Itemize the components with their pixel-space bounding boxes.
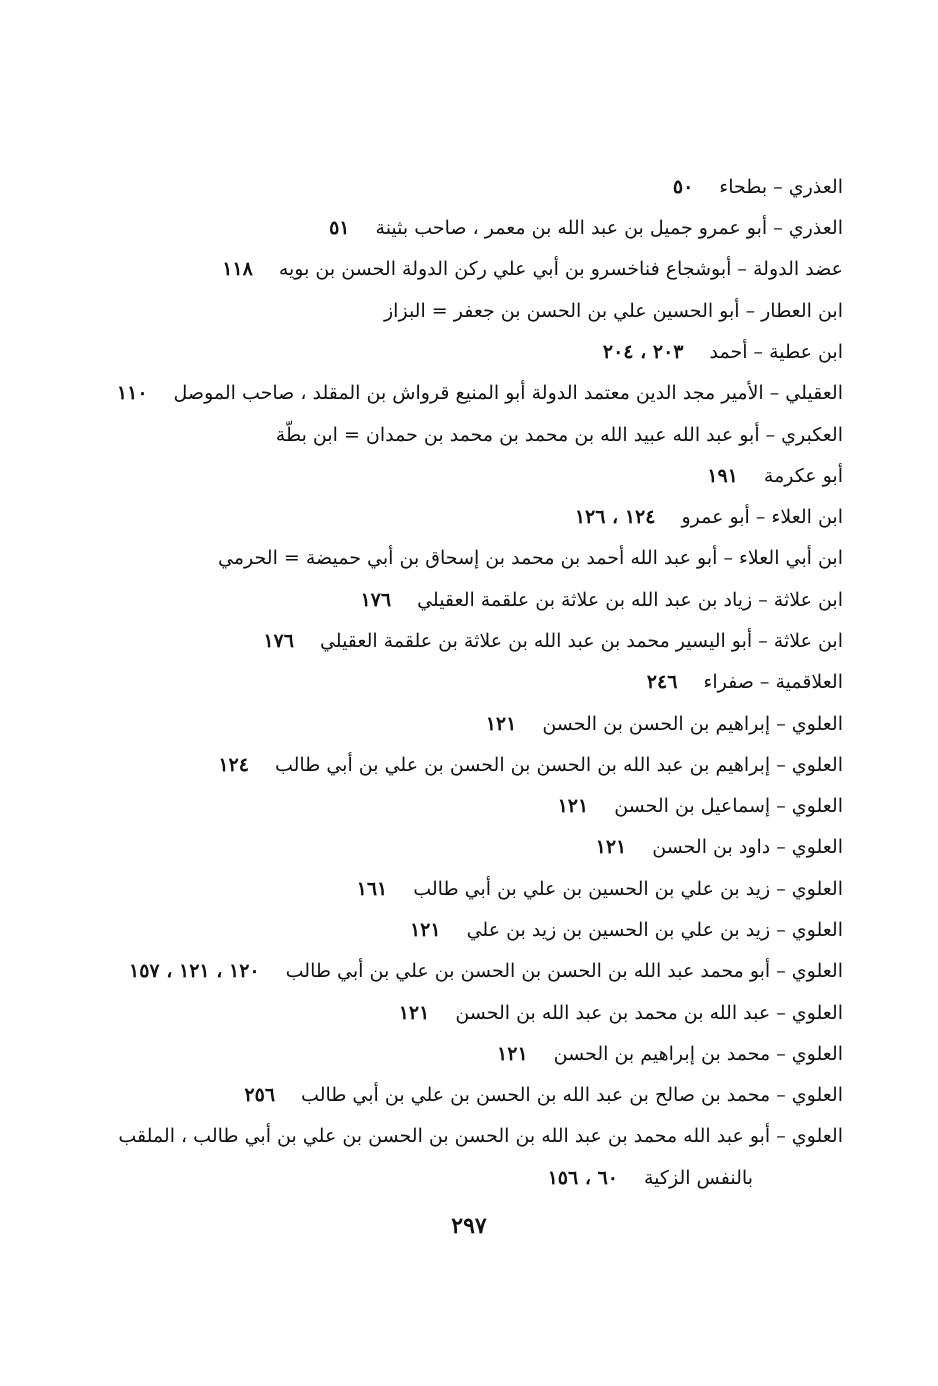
index-entry (558, 794, 843, 818)
index-entry (575, 505, 843, 529)
index-entry (497, 1042, 843, 1066)
entry-pages: ١٦١ (356, 878, 388, 900)
entry-pages: ١٩١ (707, 465, 738, 487)
entry-name: العلوي – إسماعيل بن الحسن (614, 795, 843, 817)
entry-name: العكبري – أبو عبد الله عبيد الله بن محمد بن محمد بن حمدان = ابن بطّة (275, 424, 843, 446)
entry-name: العلوي – أبو محمد عبد الله بن الحسن بن الحسن بن علي بن أبي طالب (285, 960, 843, 982)
entry-name: العلوي – إبراهيم بن الحسن بن الحسن (542, 713, 843, 735)
index-entry (707, 464, 843, 488)
entry-pages: ٥٠ (672, 176, 694, 198)
index-entry (603, 340, 843, 364)
entry-name: ابن العلاء – أبو عمرو (681, 506, 843, 528)
entry-name: ابن علاثة – زياد بن عبد الله بن علاثة بن علقمة العقيلي (417, 589, 843, 611)
entry-pages: ١٢١ (595, 836, 627, 858)
index-entry (410, 918, 843, 942)
entry-pages: ٥١ (329, 217, 350, 239)
index-entry (222, 257, 843, 281)
index-entry (360, 588, 843, 612)
index-entry (218, 753, 843, 777)
entry-name: بالنفس الزكية (644, 1167, 753, 1189)
index-entry (244, 1083, 843, 1107)
entry-pages: ١٢٤ (218, 754, 249, 776)
entry-name: العلوي – محمد بن صالح بن عبد الله بن الحسن بن علي بن أبي طالب (301, 1084, 843, 1106)
entry-name: العلوي – زيد بن علي بن الحسين بن علي بن أبي طالب (413, 878, 843, 900)
entry-pages: ١٢١ (557, 795, 589, 817)
index-entry (486, 712, 843, 736)
entry-pages: ١١٨ (222, 258, 253, 280)
index-entry (117, 381, 843, 405)
index-entry (129, 959, 843, 983)
entry-name: العلوي – داود بن الحسن (652, 836, 843, 858)
entry-pages: ٢٥٦ (244, 1084, 276, 1106)
index-entry (218, 546, 843, 570)
entry-pages: ١٧٦ (263, 630, 294, 652)
entry-pages: ١٢١ (485, 713, 517, 735)
index-entry (118, 1124, 843, 1148)
entry-pages: ٢٠٣ ، ٢٠٤ (602, 341, 684, 363)
entry-pages: ١٢١ (398, 1002, 430, 1024)
entry-name: العلوي – عبد الله بن محمد بن عبد الله بن الحسن (455, 1002, 843, 1024)
index-entry-continuation (548, 1166, 753, 1190)
entry-name: ابن علاثة – أبو اليسير محمد بن عبد الله بن علاثة بن علقمة العقيلي (319, 630, 843, 652)
index-entry (647, 670, 843, 694)
page-number: ٢٩٧ (451, 1213, 487, 1239)
entry-name: العلوي – إبراهيم بن عبد الله بن الحسن بن الحسن بن علي بن أبي طالب (274, 754, 843, 776)
entry-name: عضد الدولة – أبوشجاع فناخسرو بن أبي علي ركن الدولة الحسن بن بويه (278, 258, 843, 280)
entry-name: العلاقمية – صفراء (703, 671, 843, 693)
index-entry (384, 299, 843, 323)
entry-pages: ١٢١ (409, 919, 441, 941)
entry-name: ابن العطار – أبو الحسين علي بن الحسن بن جعفر = البزاز (384, 300, 843, 322)
index-entry (329, 216, 843, 240)
index-entry (276, 423, 843, 447)
entry-name: العلوي – زيد بن علي بن الحسين بن زيد بن علي (466, 919, 843, 941)
entry-pages: ١١٠ (116, 382, 148, 404)
entry-pages: ١٢١ (497, 1043, 528, 1065)
entry-pages: ٢٤٦ (646, 671, 678, 693)
entry-name: أبو عكرمة (763, 465, 843, 487)
entry-pages: ١٢٠ ، ١٢١ ، ١٥٧ (129, 960, 260, 982)
entry-name: العذري – أبو عمرو جميل بن عبد الله بن معمر ، صاحب بثينة (375, 217, 843, 239)
index-entry (263, 629, 843, 653)
entry-name: العذري – بطحاء (719, 176, 843, 198)
entry-name: العقيلي – الأمير مجد الدين معتمد الدولة أبو المنيع قرواش بن المقلد ، صاحب الموصل (173, 382, 843, 404)
index-entry (399, 1001, 843, 1025)
entry-name: ابن عطية – أحمد (709, 341, 843, 363)
index-entry (596, 835, 843, 859)
entry-pages: ١٧٦ (360, 589, 392, 611)
index-entry (673, 175, 843, 199)
entry-name: ابن أبي العلاء – أبو عبد الله أحمد بن محمد بن إسحاق بن أبي حميضة = الحرمي (218, 547, 843, 569)
entry-name: العلوي – أبو عبد الله محمد بن عبد الله بن الحسن بن الحسن بن علي بن أبي طالب ، الملقب (118, 1125, 843, 1147)
index-entry (357, 877, 843, 901)
entry-pages: ١٢٤ ، ١٢٦ (574, 506, 656, 528)
entry-name: العلوي – محمد بن إبراهيم بن الحسن (553, 1043, 843, 1065)
entry-pages: ٦٠ ، ١٥٦ (547, 1167, 618, 1189)
